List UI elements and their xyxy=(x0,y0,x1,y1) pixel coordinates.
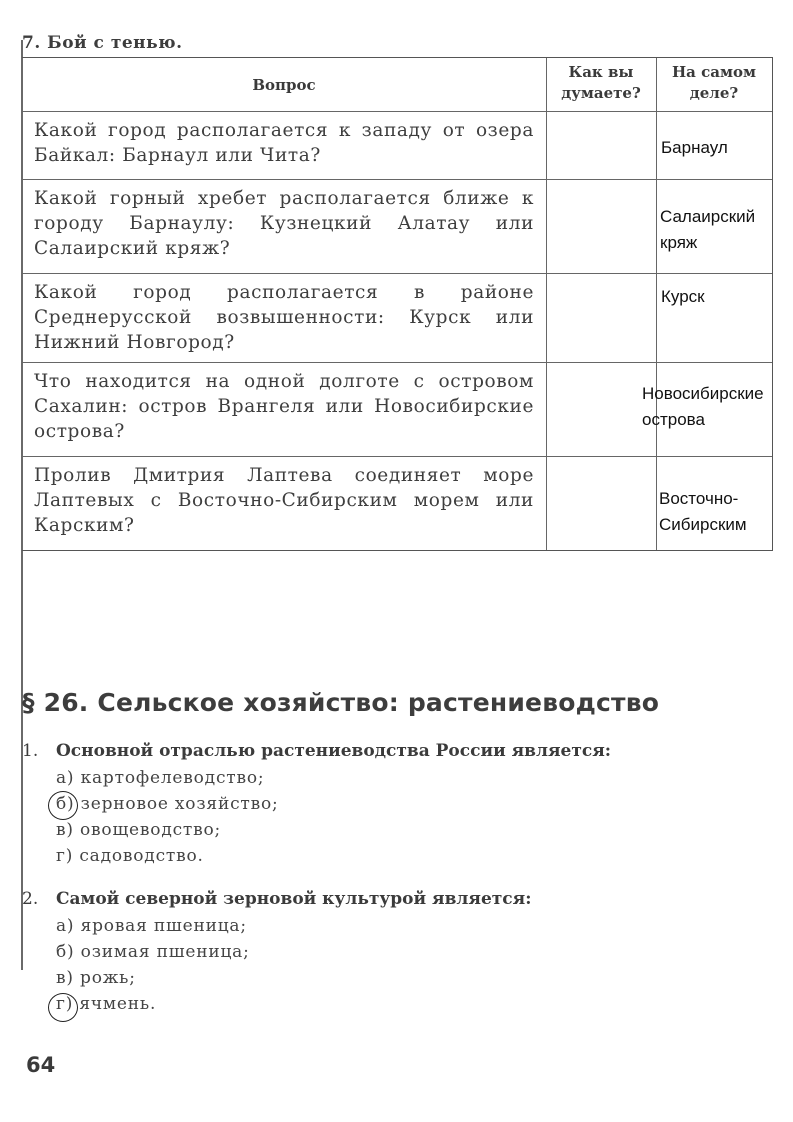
row-answer-line2: кряж xyxy=(660,233,698,252)
row-answer-line1: Барнаул xyxy=(661,138,728,157)
q2-option-b: б) озимая пшеница; xyxy=(56,942,250,962)
row-answer-line2: острова xyxy=(642,410,705,429)
row-answer-line2: Сибирским xyxy=(659,515,747,534)
row-answer xyxy=(659,486,747,538)
q2-option-c: в) рожь; xyxy=(56,968,136,988)
table-row xyxy=(22,363,772,457)
question-1-number: 1. xyxy=(22,741,39,761)
row-answer-line1: Курск xyxy=(661,287,705,306)
question-2-number: 2. xyxy=(22,889,39,909)
q1-selected-answer-circle xyxy=(48,791,78,820)
row-question: Пролив Дмитрия Лаптева соединяет море Лаптевых с Восточно-Сибирским морем или Карским? xyxy=(34,465,534,536)
table-row xyxy=(22,112,772,180)
header-question: Вопрос xyxy=(252,76,316,94)
table-row xyxy=(22,180,772,274)
header-think-line1: Как вы xyxy=(568,63,634,81)
header-real-line2: деле? xyxy=(689,84,739,102)
row-answer xyxy=(661,135,728,161)
header-real-line1: На самом xyxy=(671,63,757,81)
row-answer xyxy=(660,204,755,256)
q1-option-b: б) зерновое хозяйство; xyxy=(56,794,279,814)
q1-option-a: а) картофелеводство; xyxy=(56,768,265,788)
q2-selected-answer-circle xyxy=(48,993,78,1022)
header-think xyxy=(546,62,656,104)
page-number: 64 xyxy=(26,1053,56,1077)
question-2-title: Самой северной зерновой культурой является: xyxy=(56,889,532,909)
q2-option-d: г) ячмень. xyxy=(56,994,157,1014)
row-answer-line1: Новосибирские xyxy=(642,384,764,403)
row-question: Что находится на одной долготе с островом Сахалин: остров Врангеля или Новосибирские острова? xyxy=(34,371,534,442)
row-answer xyxy=(642,381,764,433)
shadow-fight-table xyxy=(22,57,773,551)
row-answer-line1: Восточно- xyxy=(659,489,739,508)
task-7-title: 7. Бой с тенью. xyxy=(22,33,183,53)
row-answer-line1: Салаирский xyxy=(660,207,756,226)
header-think-line2: думаете? xyxy=(561,84,641,102)
table-row xyxy=(22,457,772,550)
table-header xyxy=(22,58,772,112)
row-answer xyxy=(661,284,705,310)
table-row xyxy=(22,274,772,363)
q1-option-c: в) овощеводство; xyxy=(56,820,222,840)
row-question: Какой город располагается к западу от озера Байкал: Барнаул или Чита? xyxy=(34,120,534,166)
header-real xyxy=(656,62,772,104)
row-question: Какой горный хребет располагается ближе к городу Барнаулу: Кузнецкий Алатау или Салаирский кряж? xyxy=(34,188,534,259)
q2-option-a: а) яровая пшеница; xyxy=(56,916,247,936)
row-question: Какой город располагается в районе Среднерусской возвышенности: Курск или Нижний Новгород? xyxy=(34,282,534,353)
section-title: § 26. Сельское хозяйство: растениеводство xyxy=(22,688,660,717)
question-1-title: Основной отраслью растениеводства России является: xyxy=(56,741,612,761)
q1-option-d: г) садоводство. xyxy=(56,846,204,866)
